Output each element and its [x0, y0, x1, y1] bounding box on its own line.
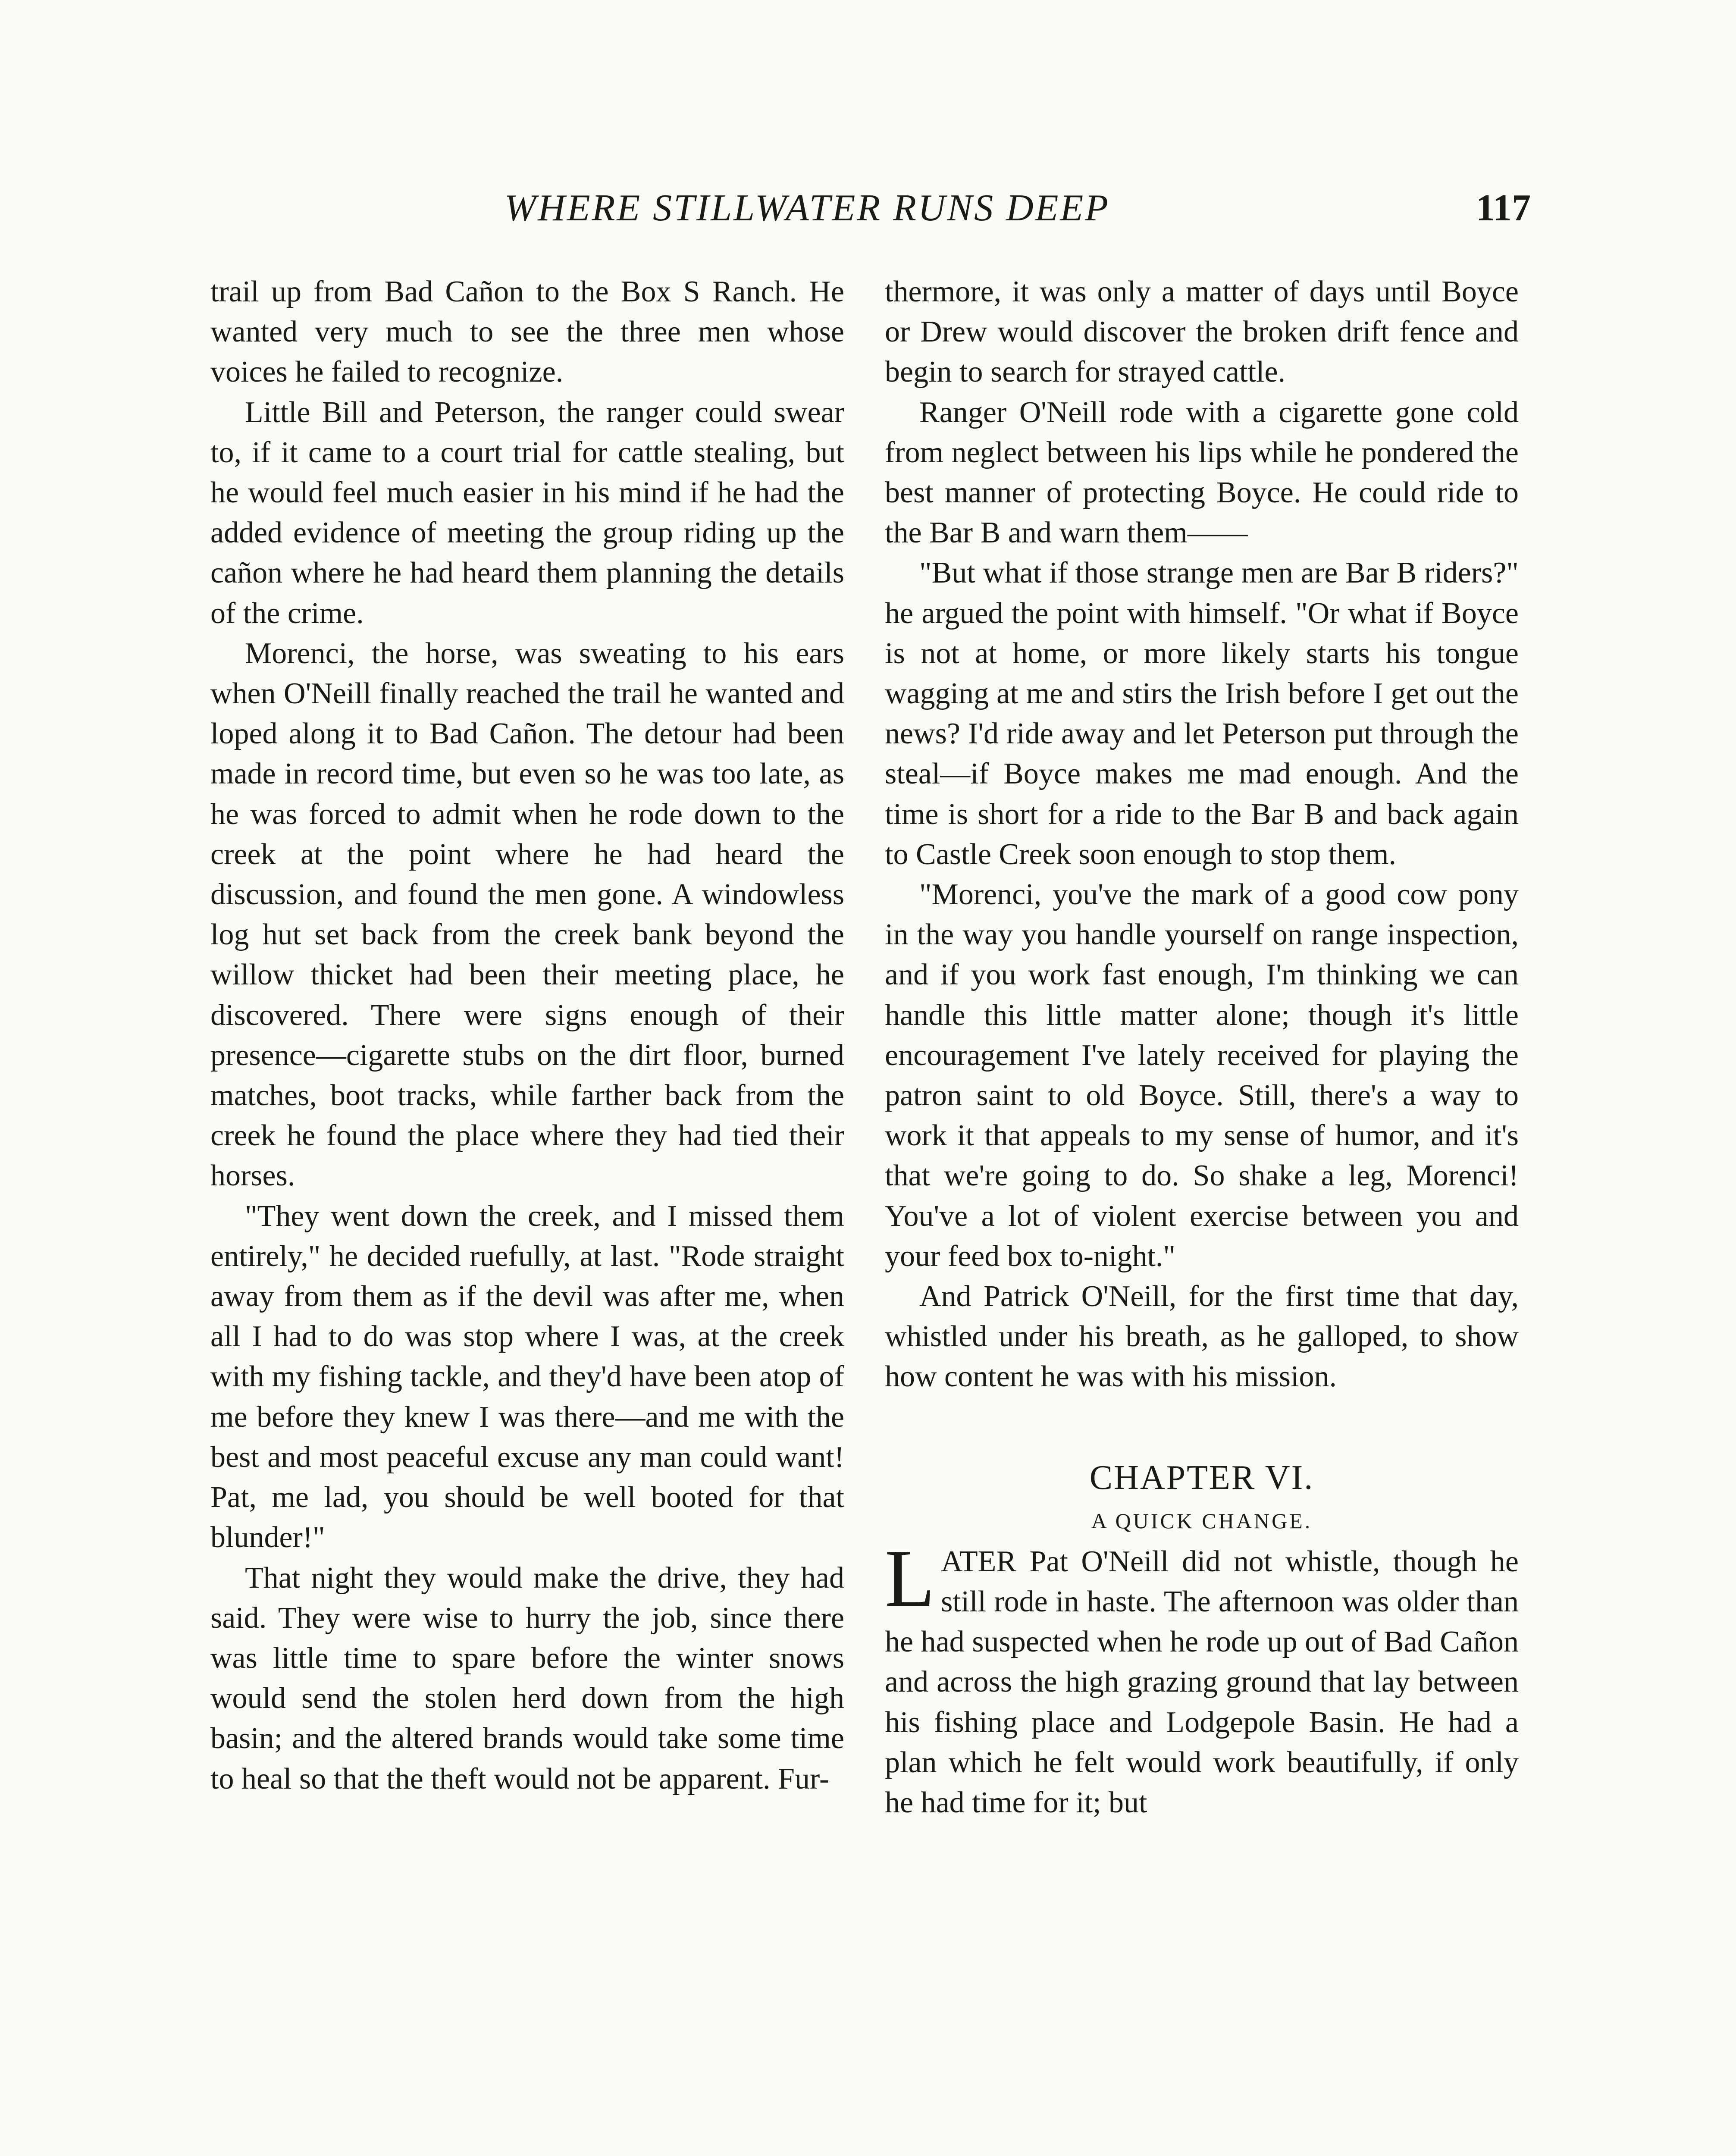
- paragraph: That night they would make the drive, they had said. They were wise to hurry the job, since there was little time to spare before the winter snows would send the stolen herd down from the high basin; and the altered brands would take some time to heal so that the theft would not be apparent. Fur-: [210, 1561, 844, 1796]
- chapter-opening-text: ATER Pat O'Neill did not whistle, though he still rode in haste. The afternoon was older than he had suspected when he rode up out of Bad Cañon and across the high grazing ground that lay between his fishing place and Lodgepole Basin. He had a plan which he felt would work beautifully, if only he had time for it; but: [885, 1545, 1519, 1819]
- right-column: [885, 272, 1519, 1823]
- paragraph: "They went down the creek, and I missed them entirely," he decided ruefully, at last. "Rode straight away from them as if the devil was after me, when all I had to do was stop where I was, at the creek with my fishing tackle, and they'd have been atop of me before they knew I was there—and me with the best and most peaceful excuse any man could want! Pat, me lad, you should be well booted for that blunder!": [210, 1199, 844, 1554]
- running-title: WHERE STILLWATER RUNS DEEP: [505, 187, 1110, 229]
- paragraph: thermore, it was only a matter of days until Boyce or Drew would discover the broken drift fence and begin to search for strayed cattle.: [885, 275, 1519, 389]
- chapter-subtitle: A QUICK CHANGE.: [1091, 1508, 1313, 1533]
- paragraph: trail up from Bad Cañon to the Box S Ranch. He wanted very much to see the three men whose voices he failed to recognize.: [210, 275, 844, 389]
- chapter-opening-paragraph: [885, 1533, 1519, 1823]
- paragraph: Morenci, the horse, was sweating to his ears when O'Neill finally reached the trail he wanted and loped along it to Bad Cañon. The detour had been made in record time, but even so he was too late, as he was forced to admit when he rode down to the creek at the point where he had heard the discussion, and found the men gone. A windowless log hut set back from the creek bank beyond the willow thicket had been their meeting place, he discovered. There were signs enough of their presence—cigarette stubs on the dirt floor, burned matches, boot tracks, while farther back from the creek he found the place where they had tied their horses.: [210, 636, 844, 1193]
- paragraph: "But what if those strange men are Bar B riders?" he argued the point with himself. "Or what if Boyce is not at home, or more likely starts his tongue wagging at me and stirs the Irish before I get out the news? I'd ride away and let Peterson put through the steal—if Boyce makes me mad enough. And the time is short for a ride to the Bar B and back again to Castle Creek soon enough to stop them.: [885, 556, 1519, 871]
- drop-cap: L: [885, 1533, 935, 1624]
- left-column: [210, 272, 844, 1799]
- paragraph: Ranger O'Neill rode with a cigarette gone cold from neglect between his lips while he pondered the best manner of protecting Boyce. He could ride to the Bar B and warn them——: [885, 395, 1519, 550]
- page-number: 117: [1476, 187, 1531, 229]
- paragraph: "Morenci, you've the mark of a good cow pony in the way you handle yourself on range inspection, and if you work fast enough, I'm thinking we can handle this little matter alone; though it's little encouragement I've lately received for playing the patron saint to old Boyce. Still, there's a way to work it that appeals to my sense of humor, and it's that we're going to do. So shake a leg, Morenci! You've a lot of violent exercise between you and your feed box to-night.": [885, 878, 1519, 1273]
- running-head: [207, 186, 1531, 238]
- chapter-spacer: [885, 1397, 1519, 1455]
- paragraph: Little Bill and Peterson, the ranger could swear to, if it came to a court trial for cattle stealing, but he would feel much easier in his mind if he had the added evidence of meeting the group riding up the cañon where he had heard them planning the details of the crime.: [210, 395, 844, 630]
- paragraph: And Patrick O'Neill, for the first time that day, whistled under his breath, as he galloped, to show how content he was with his mission.: [885, 1280, 1519, 1394]
- chapter-heading: CHAPTER VI.: [1089, 1458, 1314, 1497]
